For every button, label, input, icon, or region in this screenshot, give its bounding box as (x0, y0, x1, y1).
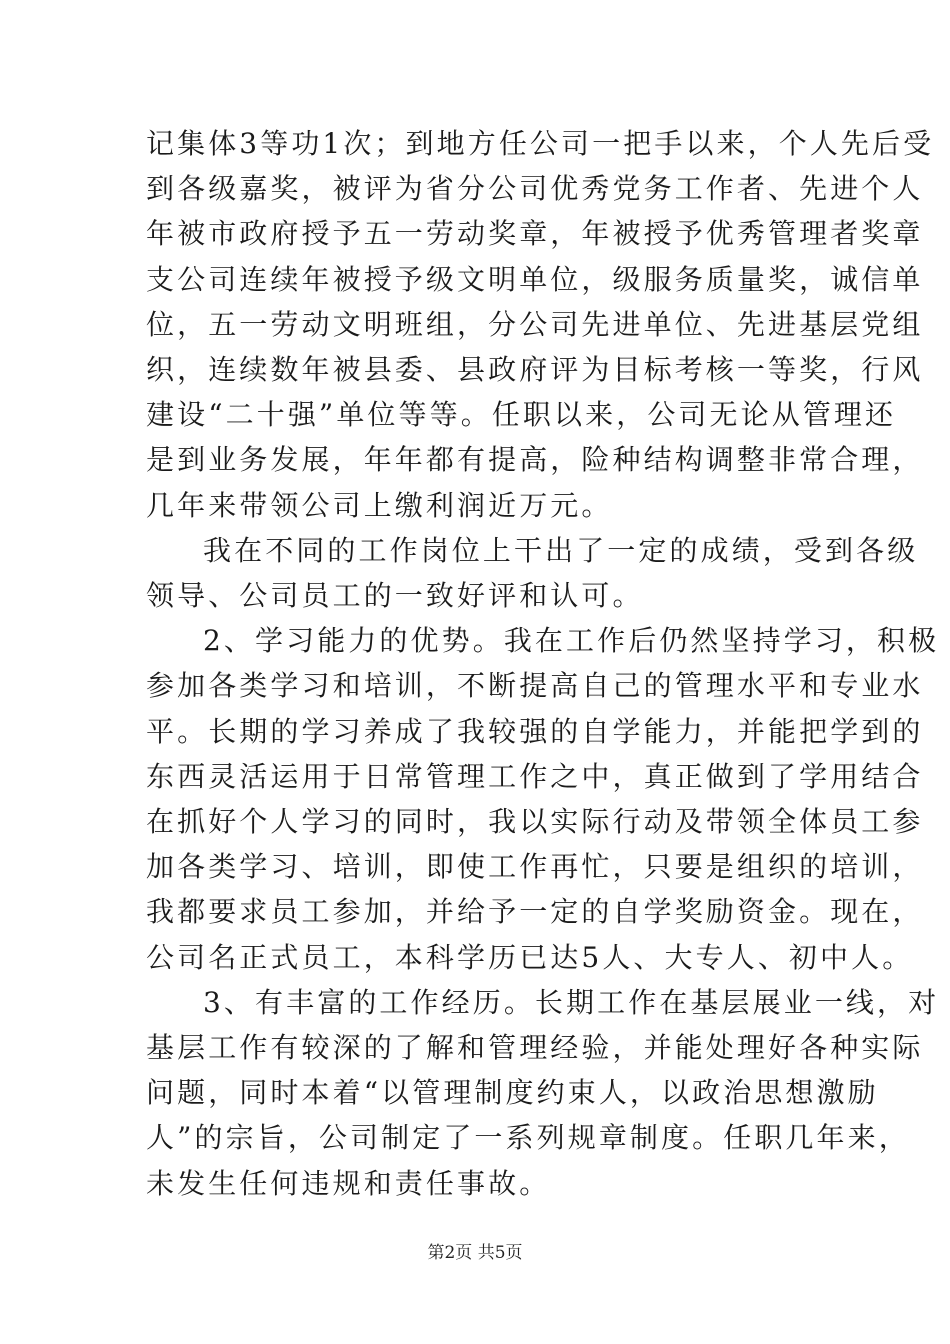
paragraph-first-line: 3、有丰富的工作经历。长期工作在基层展业一线，对 (203, 986, 940, 1019)
text-line: 参加各类学习和培训，不断提高自己的管理水平和专业水 (146, 669, 924, 702)
text-line: 织，连续数年被县委、县政府评为目标考核一等奖，行风 (146, 353, 924, 386)
text-line: 人”的宗旨，公司制定了一系列规章制度。任职几年来， (146, 1121, 910, 1154)
text-line: 未发生任何违规和责任事故。 (146, 1167, 551, 1200)
text-line: 领导、公司员工的一致好评和认可。 (146, 579, 644, 612)
text-line: 建设“二十强”单位等等。任职以来，公司无论从管理还 (146, 398, 897, 431)
text-line: 是到业务发展，年年都有提高，险种结构调整非常合理， (146, 443, 924, 476)
text-line: 几年来带领公司上缴利润近万元。 (146, 489, 613, 522)
paragraph-first-line: 2、学习能力的优势。我在工作后仍然坚持学习，积极 (203, 624, 940, 657)
text-line: 问题，同时本着“以管理制度约束人，以政治思想激励 (146, 1076, 879, 1109)
text-line: 年被市政府授予五一劳动奖章，年被授予优秀管理者奖章 (146, 217, 924, 250)
text-line: 在抓好个人学习的同时，我以实际行动及带领全体员工参 (146, 805, 924, 838)
text-line: 公司名正式员工，本科学历已达5人、大专人、初中人。 (146, 941, 914, 974)
text-line: 加各类学习、培训，即使工作再忙，只要是组织的培训， (146, 850, 924, 883)
text-line: 东西灵活运用于日常管理工作之中，真正做到了学用结合 (146, 760, 924, 793)
text-line: 基层工作有较深的了解和管理经验，并能处理好各种实际 (146, 1031, 924, 1064)
page-footer: 第2页 共5页 (427, 1243, 523, 1263)
text-line: 平。长期的学习养成了我较强的自学能力，并能把学到的 (146, 715, 924, 748)
paragraph-first-line: 我在不同的工作岗位上干出了一定的成绩，受到各级 (203, 534, 919, 567)
text-line: 我都要求员工参加，并给予一定的自学奖励资金。现在， (146, 895, 924, 928)
text-line: 支公司连续年被授予级文明单位，级服务质量奖，诚信单 (146, 263, 924, 296)
text-line: 位，五一劳动文明班组，分公司先进单位、先进基层党组 (146, 308, 924, 341)
text-line: 记集体3等功1次；到地方任公司一把手以来，个人先后受 (146, 127, 935, 160)
text-line: 到各级嘉奖，被评为省分公司优秀党务工作者、先进个人 (146, 172, 924, 205)
